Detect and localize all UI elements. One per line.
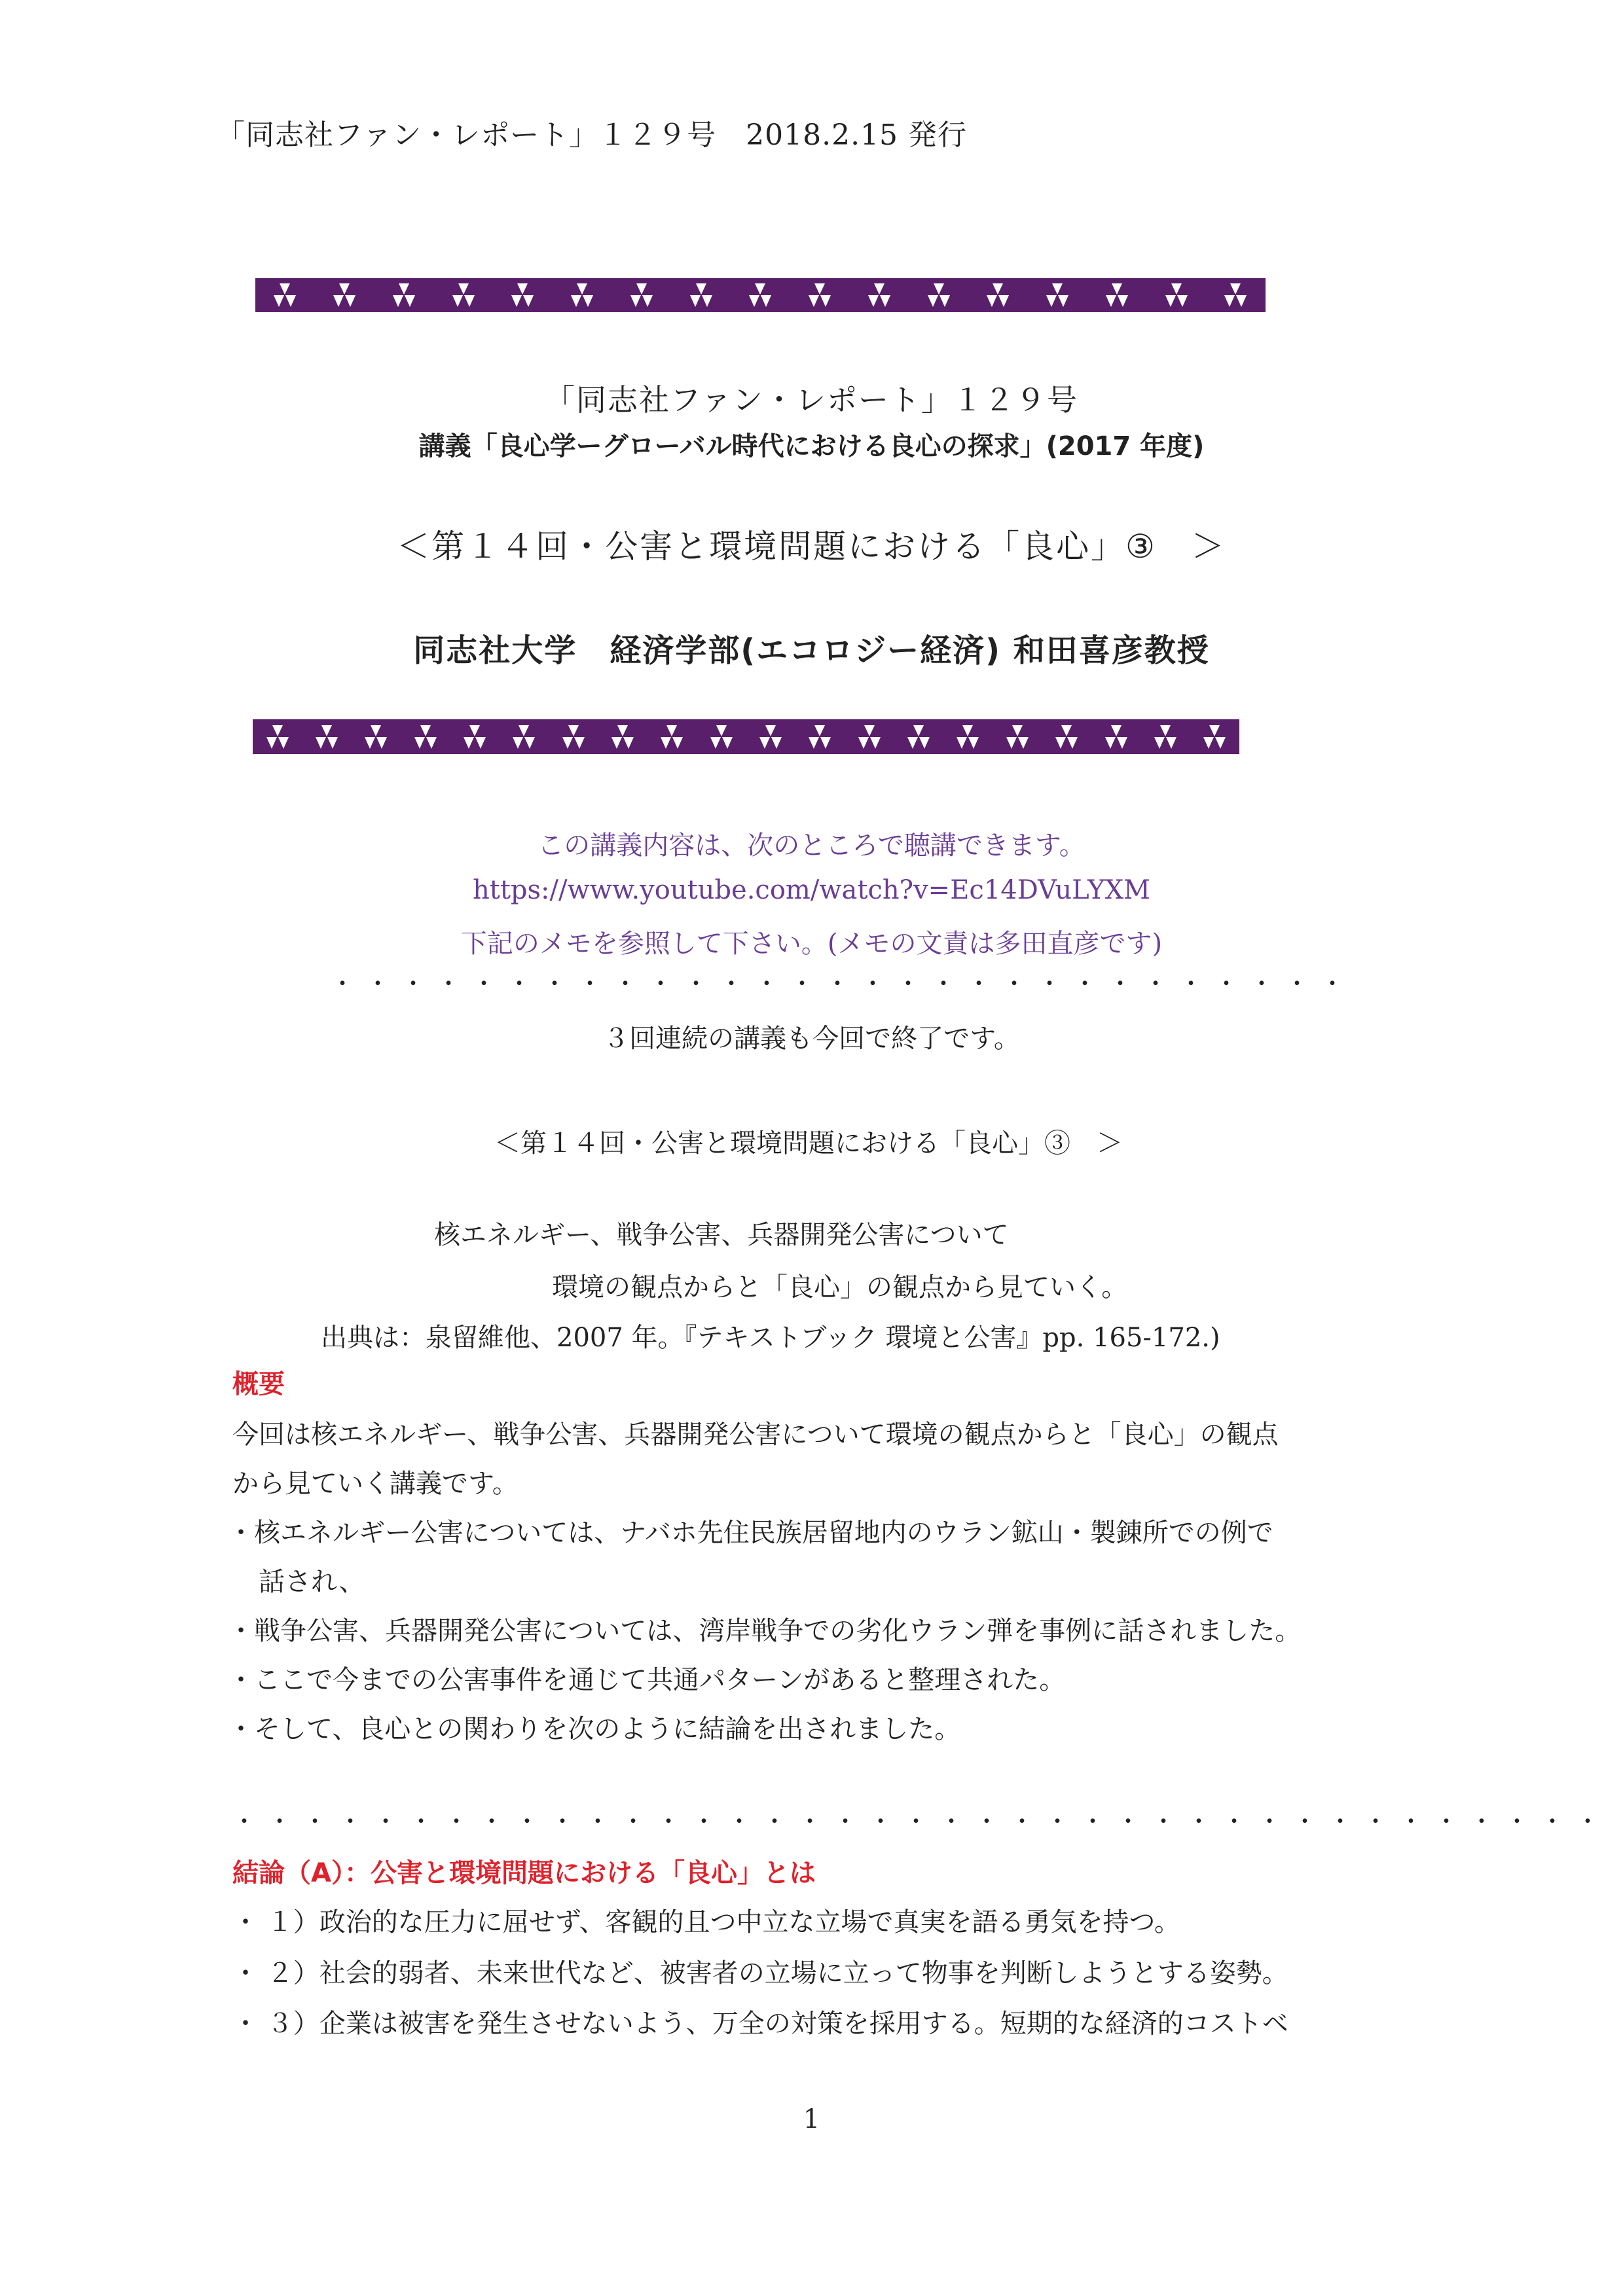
summary-bullet-3: ・ここで今までの公害事件を通じて共通パターンがあると整理された。 <box>228 1665 1066 1695</box>
summary-bullet-2: ・戦争公害、兵器開発公害については、湾岸戦争での劣化ウラン弾を事例に話されました。 <box>228 1616 1302 1646</box>
source-citation: 出典は：泉留維他、2007 年。『テキストブック 環境と公害』pp. 165-172.) <box>321 1323 1220 1353</box>
tri-triangle-icon <box>331 282 357 308</box>
tri-triangle-icon <box>450 282 477 308</box>
tri-triangle-icon <box>1104 282 1130 308</box>
tri-triangle-icon <box>569 282 595 308</box>
summary-bullet-1: ・核エネルギー公害については、ナバホ先住民族居留地内のウラン鉱山・製錬所での例で <box>228 1518 1273 1548</box>
conclusion-item-1: ・ １）政治的な圧力に屈せず、客観的且つ中立な立場で真実を語る勇気を持つ。 <box>232 1907 1180 1937</box>
tri-triangle-icon <box>272 282 298 308</box>
youtube-link[interactable]: https://www.youtube.com/watch?v=Ec14DVuLYXM <box>473 875 1150 905</box>
tri-triangle-icon <box>1222 282 1249 308</box>
lecturer-name: 同志社大学 経済学部(エコロジー経済) 和田喜彦教授 <box>413 632 1210 669</box>
conclusion-heading: 結論（A）：公害と環境問題における「良心」とは <box>232 1858 816 1888</box>
tri-triangle-icon <box>856 724 883 750</box>
tri-triangle-icon <box>1152 724 1178 750</box>
top-decorative-banner <box>255 278 1266 312</box>
tri-triangle-icon <box>757 724 784 750</box>
summary-bullet-4: ・そして、良心との関わりを次のように結論を出されました。 <box>228 1714 961 1744</box>
series-end-note: ３回連続の講義も今回で終了です。 <box>603 1024 1020 1054</box>
summary-heading: 概要 <box>232 1369 285 1399</box>
tri-triangle-icon <box>688 282 714 308</box>
intro-line: この講義内容は、次のところで聴講できます。 <box>538 831 1085 861</box>
tri-triangle-icon <box>866 282 892 308</box>
tri-triangle-icon <box>610 724 636 750</box>
tri-triangle-icon <box>926 282 952 308</box>
memo-note: 下記のメモを参照して下さい。(メモの文責は多田直彦です) <box>460 929 1163 959</box>
tri-triangle-icon <box>462 724 488 750</box>
topic-line-2: 環境の観点からと「良心」の観点から見ていく。 <box>552 1272 1128 1302</box>
conclusion-item-3: ・ ３）企業は被害を発生させないよう、万全の対策を採用する。短期的な経済的コストベ <box>232 2009 1288 2039</box>
tri-triangle-icon <box>747 282 773 308</box>
tri-triangle-icon <box>629 282 655 308</box>
tri-triangle-icon <box>363 724 389 750</box>
tri-triangle-icon <box>659 724 685 750</box>
bottom-decorative-banner <box>253 719 1239 754</box>
page-number: 1 <box>803 2104 820 2134</box>
tri-triangle-icon <box>1163 282 1190 308</box>
tri-triangle-icon <box>807 724 833 750</box>
publication-header: 「同志社ファン・レポート」１２９号 2018.2.15 発行 <box>216 118 968 152</box>
tri-triangle-icon <box>1103 724 1129 750</box>
tri-triangle-icon <box>1004 724 1030 750</box>
tri-triangle-icon <box>985 282 1011 308</box>
summary-paragraph-line-2: から見ていく講義です。 <box>232 1469 519 1499</box>
summary-paragraph-line-1: 今回は核エネルギー、戦争公害、兵器開発公害について環境の観点からと「良心」の観点 <box>232 1420 1279 1450</box>
tri-triangle-icon <box>955 724 981 750</box>
dotted-separator-long: ・・・・・・・・・・・・・・・・・・・・・・・・・・・・・・・・・・・・・・・ <box>232 1808 1612 1835</box>
tri-triangle-icon <box>1053 724 1080 750</box>
tri-triangle-icon <box>1044 282 1070 308</box>
conclusion-item-2: ・ ２）社会的弱者、未来世代など、被害者の立場に立って物事を判断しようとする姿勢。 <box>232 1958 1288 1988</box>
tri-triangle-icon <box>511 724 537 750</box>
tri-triangle-icon <box>560 724 587 750</box>
lecture-title: 講義「良心学ーグローバル時代における良心の探求」(2017 年度) <box>418 431 1205 461</box>
tri-triangle-icon <box>905 724 932 750</box>
tri-triangle-icon <box>314 724 340 750</box>
tri-triangle-icon <box>391 282 417 308</box>
session-title-repeat: ＜第１４回・公害と環境問題における「良心」③ ＞ <box>494 1128 1123 1158</box>
topic-line-1: 核エネルギー、戦争公害、兵器開発公害について <box>434 1220 1009 1250</box>
video-link-wrapper <box>0 875 1623 905</box>
tri-triangle-icon <box>1201 724 1228 750</box>
tri-triangle-icon <box>412 724 439 750</box>
tri-triangle-icon <box>708 724 735 750</box>
tri-triangle-icon <box>807 282 833 308</box>
tri-triangle-icon <box>509 282 536 308</box>
report-title: 「同志社ファン・レポート」１２９号 <box>544 382 1079 418</box>
summary-bullet-1-cont: 話され、 <box>259 1567 365 1597</box>
dotted-separator: ・・・・・・・・・・・・・・・・・・・・・・・・・・・・・ <box>331 971 1357 997</box>
tri-triangle-icon <box>264 724 291 750</box>
session-title: ＜第１４回・公害と環境問題における「良心」③ ＞ <box>397 528 1226 565</box>
